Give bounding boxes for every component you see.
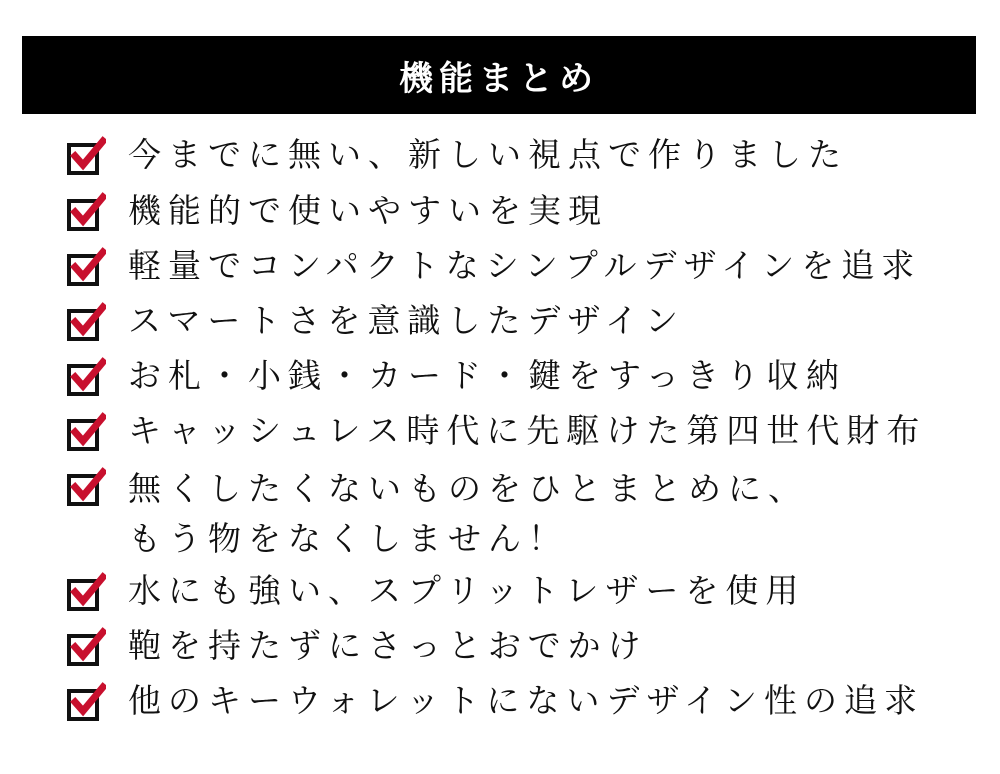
checkbox-checked-icon [66,136,106,176]
feature-item [66,627,648,668]
feature-line: スマートさを意識したデザイン [128,301,686,340]
feature-line: お札・小銭・カード・鍵をすっきり収納 [128,356,847,395]
feature-item [66,247,921,288]
feature-item [66,467,808,564]
checkbox-checked-icon [66,247,106,287]
feature-line: 水にも強い、スプリットレザーを使用 [128,571,806,610]
feature-text [128,244,921,288]
feature-text [128,464,808,564]
feature-text [128,624,648,668]
feature-text [128,354,846,398]
checkbox-checked-icon [66,467,106,507]
feature-line: 無くしたくないものをひとまとめに、 [128,469,808,508]
checkbox-checked-icon [66,572,106,612]
feature-item [66,357,846,398]
checkbox-checked-icon [66,302,106,342]
page-title: 機能まとめ [399,58,599,99]
feature-line: 鞄を持たずにさっとおでかけ [128,626,648,665]
checkbox-checked-icon [66,412,106,452]
checkbox-checked-icon [66,192,106,232]
feature-text [128,409,926,453]
feature-line: もう物をなくしません！ [128,519,568,558]
feature-item [66,192,608,233]
feature-text [128,133,848,177]
feature-text [128,189,608,233]
feature-item [66,136,848,177]
feature-line: 機能的で使いやすいを実現 [128,191,608,230]
checkbox-checked-icon [66,357,106,397]
checkbox-checked-icon [66,627,106,667]
feature-item [66,682,924,723]
title-banner [22,36,976,114]
checkbox-checked-icon [66,682,106,722]
feature-line: 今までに無い、新しい視点で作りました [128,135,848,174]
feature-line: 他のキーウォレットにないデザイン性の追求 [128,681,925,720]
feature-item [66,412,926,453]
feature-text [128,299,685,343]
feature-text [128,679,924,723]
feature-line: キャッシュレス時代に先駆けた第四世代財布 [128,411,927,450]
feature-item [66,572,805,613]
feature-line: 軽量でコンパクトなシンプルデザインを追求 [128,246,922,285]
feature-item [66,302,685,343]
feature-text [128,569,805,613]
